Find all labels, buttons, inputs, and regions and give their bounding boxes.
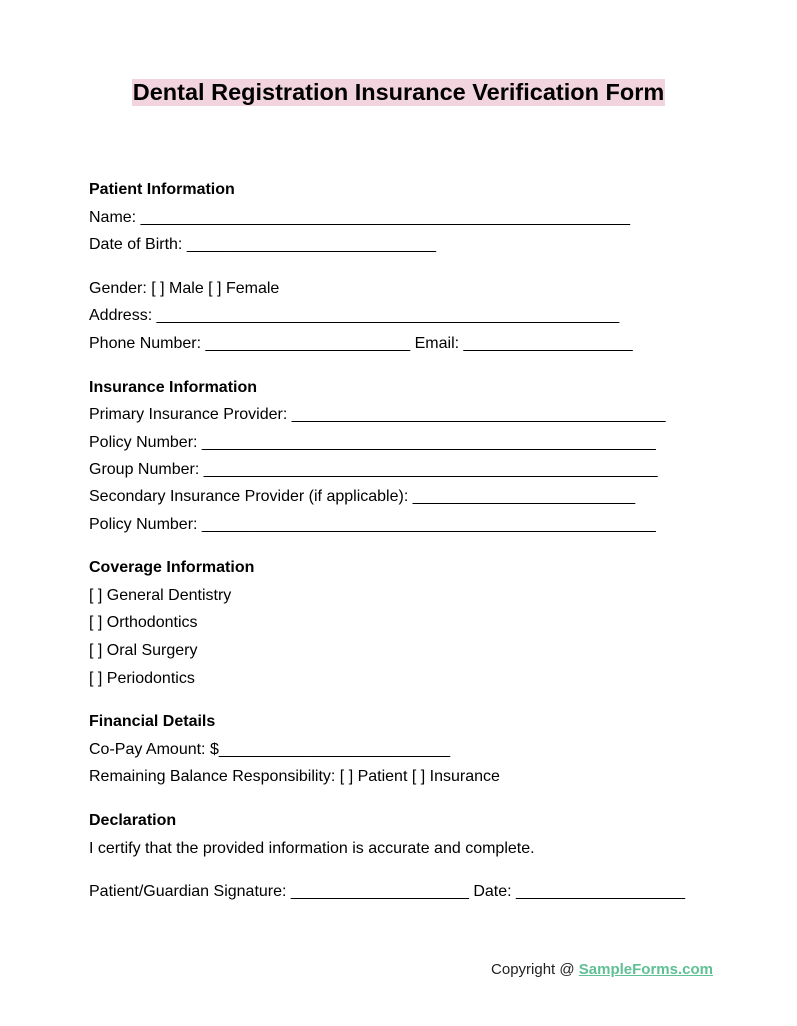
patient-info-heading: Patient Information xyxy=(89,181,235,198)
form-title: Dental Registration Insurance Verification Form xyxy=(132,79,665,105)
coverage-info-heading: Coverage Information xyxy=(89,559,255,576)
coverage-option-orthodontics: [ ] Orthodontics xyxy=(89,614,198,631)
primary-provider-field: Primary Insurance Provider: __________________________________________ xyxy=(89,406,666,423)
dob-field: Date of Birth: ____________________________ xyxy=(89,236,436,253)
secondary-provider-field: Secondary Insurance Provider (if applicable): _________________________ xyxy=(89,488,636,505)
signature-date-field: Patient/Guardian Signature: ____________________ Date: ___________________ xyxy=(89,883,686,900)
policy-number-field: Policy Number: ___________________________________________________ xyxy=(89,434,656,451)
declaration-heading: Declaration xyxy=(89,812,177,829)
brand-link[interactable]: SampleForms.com xyxy=(578,961,713,978)
copyright-footer xyxy=(491,961,713,979)
declaration-statement: I certify that the provided information is accurate and complete. xyxy=(89,840,535,857)
copyright-prefix: Copyright @ xyxy=(491,961,579,978)
phone-email-field: Phone Number: _______________________ Email: ___________________ xyxy=(89,335,633,352)
gender-field: Gender: [ ] Male [ ] Female xyxy=(89,280,280,297)
financial-details-heading: Financial Details xyxy=(89,713,216,730)
insurance-info-heading: Insurance Information xyxy=(89,379,258,396)
coverage-option-general-dentistry: [ ] General Dentistry xyxy=(89,587,232,604)
address-field: Address: ____________________________________________________ xyxy=(89,307,620,324)
title-wrapper xyxy=(0,79,797,106)
balance-responsibility-field: Remaining Balance Responsibility: [ ] Patient [ ] Insurance xyxy=(89,768,500,785)
name-field: Name: _______________________________________________________ xyxy=(89,209,630,226)
coverage-option-periodontics: [ ] Periodontics xyxy=(89,670,195,687)
group-number-field: Group Number: ___________________________________________________ xyxy=(89,461,658,478)
secondary-policy-number-field: Policy Number: ___________________________________________________ xyxy=(89,516,656,533)
copay-field: Co-Pay Amount: $__________________________ xyxy=(89,741,451,758)
coverage-option-oral-surgery: [ ] Oral Surgery xyxy=(89,642,198,659)
